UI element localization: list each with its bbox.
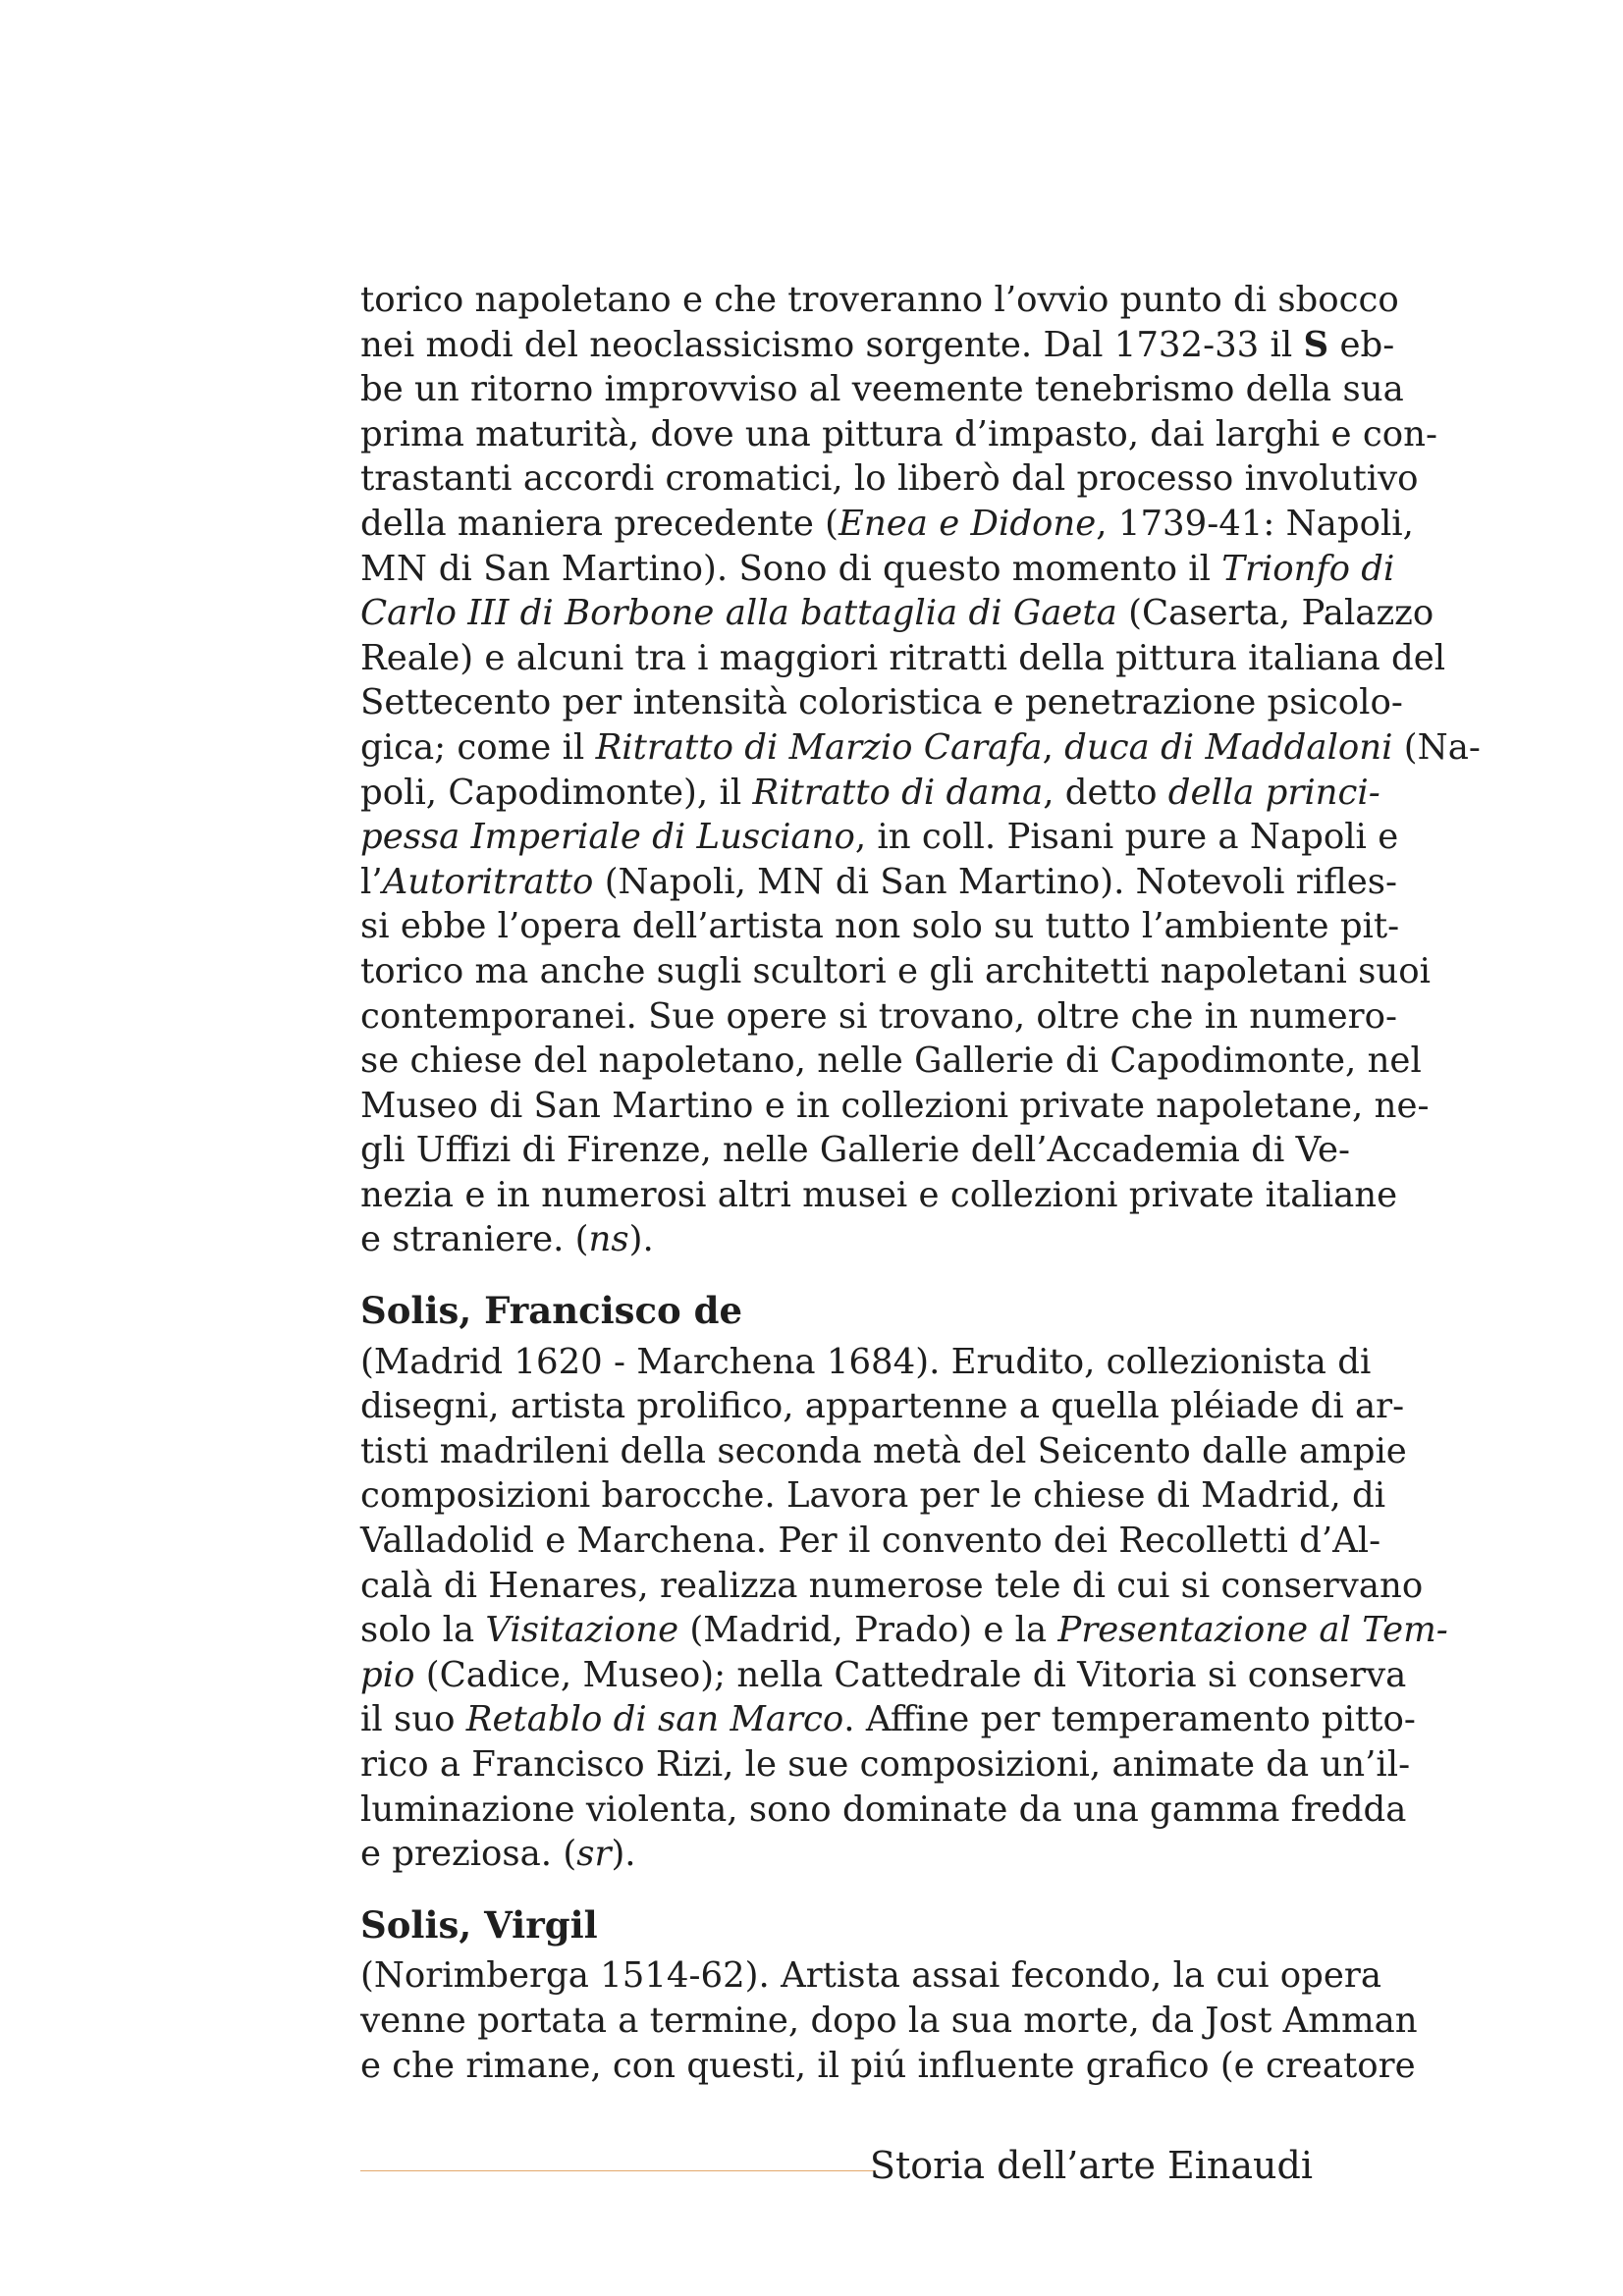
artwork-title: Carlo III di Borbone alla battaglia di Gaeta	[360, 593, 1117, 634]
text-line: si ebbe l’opera dell’artista non solo su tutto l’ambiente pit-	[360, 906, 1400, 947]
entry-solis-virgil	[360, 1902, 1418, 2088]
text-line: nei modi del neoclassicismo sorgente. Dal 1732-33 il S eb-	[360, 324, 1395, 365]
text-line: gica; come il Ritratto di Marzio Carafa, duca di Maddaloni (Na-	[360, 726, 1481, 768]
text-line: della maniera precedente (Enea e Didone, 1739-41: Napoli,	[360, 503, 1414, 544]
text-line: se chiese del napoletano, nelle Gallerie di Capodimonte, nel	[360, 1041, 1422, 1082]
main-text-column	[360, 278, 1481, 2088]
museum-abbrev: MN	[757, 861, 825, 902]
artwork-title: pio	[360, 1654, 415, 1695]
text-line: gli Uffizi di Firenze, nelle Gallerie dell’Accademia di Ve-	[360, 1130, 1350, 1171]
author-initials: ns	[588, 1219, 629, 1260]
text-line: prima maturità, dove una pittura d’impasto, dai larghi e con-	[360, 413, 1437, 454]
artwork-title: Visitazione	[485, 1610, 679, 1651]
entry-solis-francisco	[360, 1289, 1448, 1877]
text-line: composizioni barocche. Lavora per le chiese di Madrid, di	[360, 1475, 1386, 1517]
artwork-title: duca di Maddaloni	[1064, 726, 1393, 768]
text-line: poli, Capodimonte), il Ritratto di dama, detto della princi-	[360, 772, 1380, 813]
text-line: Carlo III di Borbone alla battaglia di Gaeta (Caserta, Palazzo	[360, 593, 1434, 634]
text-line: disegni, artista prolifico, appartenne a quella pléiade di ar-	[360, 1386, 1405, 1427]
museum-abbrev: MN	[360, 548, 428, 589]
text-line: calà di Henares, realizza numerose tele di cui si conservano	[360, 1565, 1424, 1606]
text-line: Settecento per intensità coloristica e penetrazione psicolo-	[360, 682, 1403, 723]
text-line: contemporanei. Sue opere si trovano, oltre che in numero-	[360, 995, 1397, 1037]
text-line: solo la Visitazione (Madrid, Prado) e la Presentazione al Tem-	[360, 1610, 1448, 1651]
footer-rule	[360, 2170, 876, 2171]
text-line: torico napoletano e che troveranno l’ovvio punto di sbocco	[360, 280, 1399, 320]
artwork-title: Autoritratto	[382, 861, 594, 902]
text-line: venne portata a termine, dopo la sua morte, da Jost Amman	[360, 2000, 1418, 2041]
text-line: MN di San Martino). Sono di questo momento il Trionfo di	[360, 548, 1395, 589]
artwork-title: Ritratto di Marzio Carafa	[595, 726, 1043, 768]
text-line: Valladolid e Marchena. Per il convento dei Recolletti d’Al-	[360, 1521, 1381, 1562]
artwork-title: Ritratto di dama	[752, 772, 1044, 813]
artwork-title: pessa Imperiale di Lusciano	[360, 817, 855, 858]
text-line: be un ritorno improvviso al veemente tenebrismo della sua	[360, 369, 1404, 410]
artwork-title: della princi-	[1167, 772, 1380, 813]
entry-body	[360, 1340, 1448, 1877]
text-line: torico ma anche sugli scultori e gli architetti napoletani suoi	[360, 950, 1431, 991]
continued-entry	[360, 278, 1481, 1262]
text-line: pio (Cadice, Museo); nella Cattedrale di Vitoria si conserva	[360, 1654, 1407, 1695]
text-line: (Norimberga 1514-62). Artista assai fecondo, la cui opera	[360, 1955, 1382, 1997]
entry-heading: Solis, Virgil	[360, 1902, 598, 1947]
author-initials: sr	[576, 1834, 612, 1875]
artwork-title: Enea e Didone	[838, 503, 1097, 544]
text-line: e straniere. (ns).	[360, 1219, 654, 1260]
text-line: pessa Imperiale di Lusciano, in coll. Pisani pure a Napoli e	[360, 817, 1399, 858]
text-line: Museo di San Martino e in collezioni private napoletane, ne-	[360, 1085, 1430, 1126]
text-line: e che rimane, con questi, il piú influente grafico (e creatore	[360, 2045, 1416, 2086]
text-line: il suo Retablo di san Marco. Affine per temperamento pitto-	[360, 1699, 1416, 1740]
entry-abbrev: S	[1303, 324, 1329, 365]
footer-publisher: Storia dell’arte Einaudi	[869, 2144, 1313, 2187]
text-line: l’Autoritratto (Napoli, MN di San Martino). Notevoli rifles-	[360, 861, 1397, 902]
artwork-title: Trionfo di	[1221, 548, 1395, 589]
text-line: trastanti accordi cromatici, lo liberò dal processo involutivo	[360, 458, 1419, 500]
text-line: luminazione violenta, sono dominate da una gamma fredda	[360, 1789, 1407, 1830]
text-line: nezia e in numerosi altri musei e collezioni private italiane	[360, 1174, 1398, 1215]
text-line: e preziosa. (sr).	[360, 1834, 636, 1875]
text-line: Reale) e alcuni tra i maggiori ritratti della pittura italiana del	[360, 637, 1446, 678]
text-line: (Madrid 1620 - Marchena 1684). Erudito, collezionista di	[360, 1341, 1372, 1382]
entry-heading: Solis, Francisco de	[360, 1289, 743, 1333]
artwork-title: Presentazione al Tem-	[1057, 1610, 1448, 1651]
text-line: rico a Francisco Rizi, le sue composizioni, animate da un’il-	[360, 1744, 1411, 1785]
text-line: tisti madrileni della seconda metà del Seicento dalle ampie	[360, 1430, 1407, 1471]
entry-body	[360, 1953, 1418, 2088]
artwork-title: Retablo di san Marco	[465, 1699, 844, 1740]
